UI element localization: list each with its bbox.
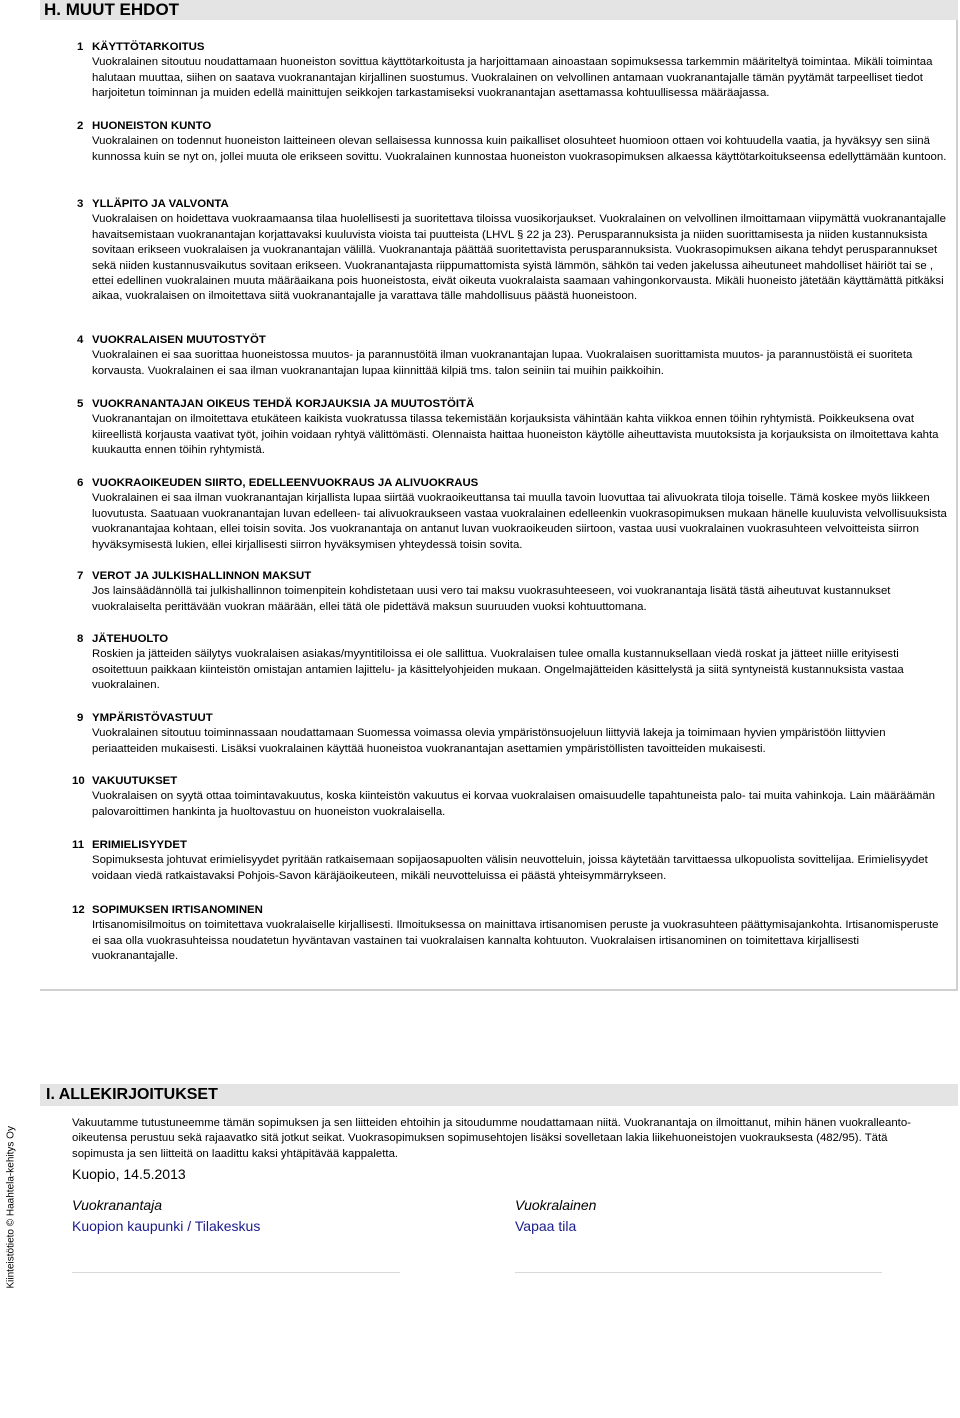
term-body: Vuokralainen sitoutuu noudattamaan huoneiston sovittua käyttötarkoitusta ja harjoittamaan ainoastaan sopimuksessa tarkemmin määriteltyä toimintaa. Mikäli toimintaa halutaan muuttaa, siihen on saatava vuokranantajan kirjallinen suostumus. Vuokralainen on velvollinen antamaan vuokranantajalle tämän pyytämät tarpeelliset tiedot harjoitetun toiminnan ja muiden edellä mainittujen seikkojen tarkastamiseksi vuokranantajan asettamassa kohtuullisessa määräajassa. [92,56,933,100]
term-body: Vuokralainen ei saa suorittaa huoneistossa muutos- ja parannustöitä ilman vuokranantajan lupaa. Vuokralaisen suorittamista muutos- ja parannustöistä ei suoriteta korvausta. Vuokralainen ei saa ilman vuokranantajan lupaa kiinnittää kilpiä tms. talon seiniin tai muihin paikkoihin. [92,349,913,377]
term-number: 8 [77,633,84,645]
term-number: 4 [77,334,84,346]
term-section [77,333,947,379]
term-section [72,774,947,820]
term-title: HUONEISTON KUNTO [92,120,212,132]
term-title: VUOKRAOIKEUDEN SIIRTO, EDELLEENVUOKRAUS JA ALIVUOKRAUS [92,477,479,489]
term-section [72,903,947,965]
term-body: Vuokralainen ei saa ilman vuokranantajan kirjallista lupaa siirtää vuokraoikeuttansa tai muulla tavoin luovuttaa tai alivuokrata tiloja toiselle. Tämä koskee myös liikkeen luovutusta. Saatuaan vuokranantajan luvan edelleen- tai alivuokraukseen vastaa vuokralainen edelleenkin vuokrasopimuksen mukaan hänelle kuuluvista velvollisuuksista vuokranantajaa kohtaan, ellei toisin sovita. Jos vuokranantaja on antanut luvan vuokraoikeuden siirtoon, vastaa uusi vuokralainen vuokrasuhteen velvoitteista siirron hyväksymisestä lukien, ellei kirjallisesti siirron hyväksymisen yhteydessä toisin sovita. [92,492,947,551]
term-title: VEROT JA JULKISHALLINNON MAKSUT [92,570,312,582]
term-body: Vuokralaisen on syytä ottaa toimintavakuutus, koska kiinteistön vakuutus ei korvaa vuokralaisen omaisuudelle tapahtuneista palo- tai muita vahinkoja. Lain määräämän palovaroittimen hankinta ja huoltovastuu on huoneiston vuokralaisella. [92,790,935,818]
landlord-signature-line [72,1272,400,1273]
term-number: 12 [72,904,85,916]
term-number: 9 [77,712,84,724]
term-title: KÄYTTÖTARKOITUS [92,41,205,53]
term-section [77,197,947,305]
term-title: VUOKRALAISEN MUUTOSTYÖT [92,334,266,346]
term-body: Roskien ja jätteiden säilytys vuokralaisen asiakas/myyntitiloissa ei ole sallittua. Vuokralaisen tulee omalla kustannuksellaan viedä roskat ja jätteet niille erityisesti osoitettuun paikkaan kiinteistön omistajan antamien lajittelu- ja käsittelyohjeiden mukaan. Ongelmajätteiden käsittelystä ja siitä syntyneistä kustannuksista vastaa vuokralainen. [92,648,904,692]
term-number: 7 [77,570,84,582]
term-number: 10 [72,775,85,787]
term-number: 3 [77,198,84,210]
term-body: Irtisanomisilmoitus on toimitettava vuokralaiselle kirjallisesti. Ilmoituksessa on mainittava irtisanomisen peruste ja vuokrasuhteen päättymisajankohta. Irtisanomisperuste ei saa olla vuokrasuhteissa noudatetun hyväntavan vastainen tai vuokralaisen kannalta kohtuuton. Vuokralaisen irtisanominen on toimitettava kirjallisesti vuokranantajalle. [92,919,939,963]
term-section [77,397,947,459]
term-section [77,711,947,757]
landlord-role: Vuokranantaja [72,1197,163,1213]
term-title: YMPÄRISTÖVASTUUT [92,712,213,724]
place-date: Kuopio, 14.5.2013 [72,1166,186,1182]
tenant-role: Vuokralainen [515,1197,597,1213]
section-header: H. MUUT EHDOT [44,0,180,19]
tenant-signature-line [515,1272,882,1273]
term-title: SOPIMUKSEN IRTISANOMINEN [92,904,263,916]
term-title: YLLÄPITO JA VALVONTA [92,198,229,210]
signatures-statement: Vakuutamme tutustuneemme tämän sopimuksen ja sen liitteiden ehtoihin ja sitoudumme noudattamaan niitä. Vuokranantaja on ilmoittanut, mihin hänen vuokralleanto-oikeutensa perustuu sekä rajaavatko sitä jotkut seikat. Vuokrasopimuksen sopimusehtojen lisäksi sovelletaan lakia liikehuoneistojen vuokrauksesta (482/95). Tätä sopimusta ja sen liitteitä on laadittu kaksi yhtäpitävää kappaletta. [72,1117,911,1160]
term-number: 6 [77,477,84,489]
term-number: 11 [72,839,85,851]
term-body: Sopimuksesta johtuvat erimielisyydet pyritään ratkaisemaan sopijaosapuolten välisin neuvotteluin, joissa käytetään tarvittaessa ulkopuolista sovittelijaa. Erimielisyydet voidaan viedä ratkaistavaksi Pohjois-Savon käräjäoikeuteen, mikäli neuvotteluissa ei päästä yhteisymmärrykseen. [92,854,928,882]
term-section [77,569,947,615]
term-body: Vuokralainen sitoutuu toiminnassaan noudattamaan Suomessa voimassa olevia ympäristönsuojeluun liittyviä lakeja ja toimimaan hyvien ympäristöön liittyvien periaatteiden mukaisesti. Lisäksi vuokralainen käyttää huoneistoa vuokranantajan asettamien ympäristöllisten tavoitteiden mukaisesti. [92,727,886,755]
term-section [72,838,947,884]
term-number: 5 [77,398,84,410]
tenant-name: Vapaa tila [515,1218,577,1234]
term-section [77,119,947,165]
term-title: ERIMIELISYYDET [92,839,187,851]
term-number: 2 [77,120,84,132]
term-number: 1 [77,41,84,53]
term-body: Jos lainsäädännöllä tai julkishallinnon toimenpitein kohdistetaan uusi vero tai maksu vuokrasuhteeseen, voi vuokranantaja lisätä tästä aiheutuvat kustannukset vuokralaiselta perittävään vuokran määrään, ellei tätä ole pidettävä maksun suuruuden vuoksi kohtuuttomana. [92,585,891,613]
term-section [77,40,947,102]
term-title: JÄTEHUOLTO [92,633,169,645]
landlord-name: Kuopion kaupunki / Tilakeskus [72,1218,261,1234]
term-title: VAKUUTUKSET [92,775,178,787]
signatures-header: I. ALLEKIRJOITUKSET [46,1086,218,1103]
copyright-side-text: Kiinteistötieto © Haahtela-kehitys Oy [5,1126,17,1289]
term-body: Vuokralainen on todennut huoneiston laitteineen olevan sellaisessa kunnossa kuin paikalliset olosuhteet huomioon ottaen voi kohtuudella vaatia, ja hyväksyy sen siinä kunnossa kuin se nyt on, jollei muuta ole erikseen sovittu. Vuokralainen kunnostaa huoneiston vuokrasopimuksen alkaessa käyttötarkoitukseensa edellyttämään kuntoon. [92,135,947,163]
term-title: VUOKRANANTAJAN OIKEUS TEHDÄ KORJAUKSIA JA MUUTOSTÖITÄ [92,398,475,410]
term-body: Vuokralaisen on hoidettava vuokraamaansa tilaa huolellisesti ja suoritettava tiloissa vuosikorjaukset. Vuokralainen on velvollinen ilmoittamaan viipymättä vuokranantajalle havaitsemistaan vuokranantajan korjattavaksi kuuluvista vioista tai puutteista (LHVL § 22 ja 23). Perusparannuksista ja niiden suorittamisesta ja niiden kustannuksista sovitaan erikseen vuokralaisen ja vuokranantajan välillä. Vuokranantaja päättää suoritettavista perusparannuksista. Vuokrasopimuksen aikana tehdyt perusparannukset sekä niiden kustannusvaikutus sovitaan erikseen. Vuokranantajasta riippumattomista syistä lämmön, sähkön tai veden jakelussa aiheutuneet mahdolliset häiriöt tai se , ettei edellinen vuokralainen muuta määräaikana pois huoneistosta, eivät oikeuta vuokralaista saamaan vahingonkorvausta. Mikäli huoneisto jätetään käyttämättä pitkäksi aikaa, vuokralaisen on ilmoitettava siitä vuokranantajalle ja varattava tälle mahdollisuus päästä huoneistoon. [92,213,946,303]
term-section [77,632,947,694]
term-section [77,476,947,553]
term-body: Vuokranantajan on ilmoitettava etukäteen kaikista vuokratussa tilassa tekemistään korjauksista vähintään kahta viikkoa ennen töihin ryhtymistä. Poikkeuksena ovat kiireellistä korjausta vaativat työt, joihin voidaan ryhtyä välittömästi. Olennaista haittaa huoneiston käytölle aiheuttavista muutoksista ja korjauksista on ilmoitettava kahta kuukautta ennen töihin ryhtymistä. [92,413,939,457]
